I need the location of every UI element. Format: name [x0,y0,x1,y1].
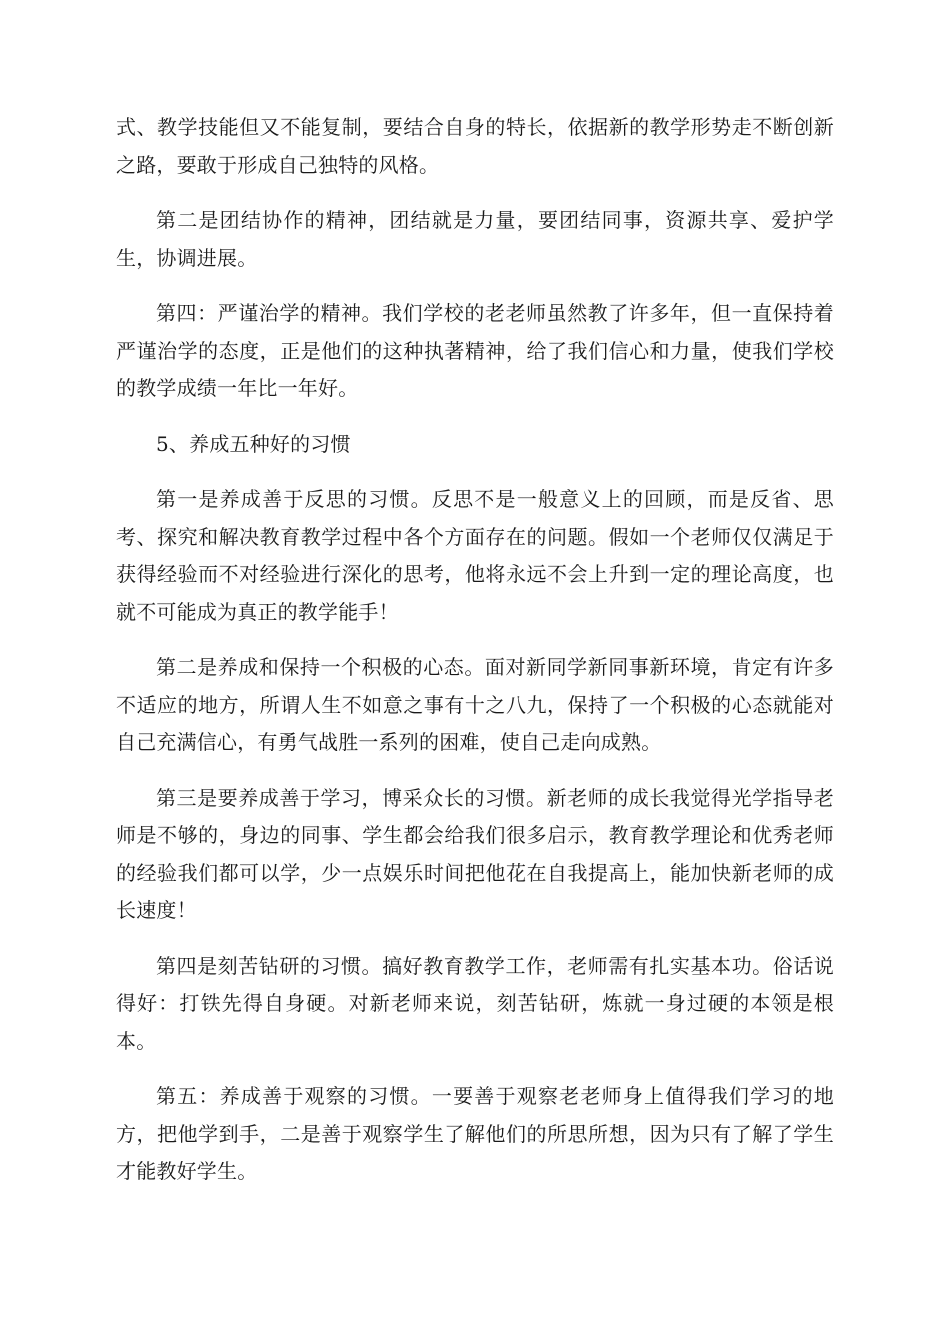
paragraph-habit-positive-attitude: 第二是养成和保持一个积极的心态。面对新同学新同事新环境，肯定有许多不适应的地方，所谓人生不如意之事有十之八九，保持了一个积极的心态就能对自己充满信心，有勇气战胜一系列的困难，使自己走向成熟。 [116,655,834,754]
paragraph-habit-learning: 第三是要养成善于学习，博采众长的习惯。新老师的成长我觉得光学指导老师是不够的，身边的同事、学生都会给我们很多启示，教育教学理论和优秀老师的经验我们都可以学，少一点娱乐时间把他花在自我提高上，能加快新老师的成长速度！ [116,785,834,922]
paragraph-habit-reflection: 第一是养成善于反思的习惯。反思不是一般意义上的回顾，而是反省、思考、探究和解决教育教学过程中各个方面存在的问题。假如一个老师仅仅满足于获得经验而不对经验进行深化的思考，他将永远不会上升到一定的理论高度，也就不可能成为真正的教学能手！ [116,487,834,624]
paragraph-rigorous-scholarship: 第四：严谨治学的精神。我们学校的老老师虽然教了许多年，但一直保持着严谨治学的态度，正是他们的这种执著精神，给了我们信心和力量，使我们学校的教学成绩一年比一年好。 [116,301,834,400]
paragraph-habit-diligent-study: 第四是刻苦钻研的习惯。搞好教育教学工作，老师需有扎实基本功。俗话说得好：打铁先得自身硬。对新老师来说，刻苦钻研，炼就一身过硬的本领是根本。 [116,953,834,1053]
paragraph-teamwork: 第二是团结协作的精神，团结就是力量，要团结同事，资源共享、爱护学生，协调进展。 [116,208,834,270]
paragraph-continuation: 式、教学技能但又不能复制，要结合自身的特长，依据新的教学形势走不断创新之路，要敢于形成自己独特的风格。 [116,115,834,177]
paragraph-habit-observation: 第五：养成善于观察的习惯。一要善于观察老老师身上值得我们学习的地方，把他学到手，二是善于观察学生了解他们的所思所想，因为只有了解了学生才能教好学生。 [116,1084,834,1183]
document-page [116,109,834,1209]
section-heading-five-habits: 5、养成五种好的习惯 [156,431,351,456]
